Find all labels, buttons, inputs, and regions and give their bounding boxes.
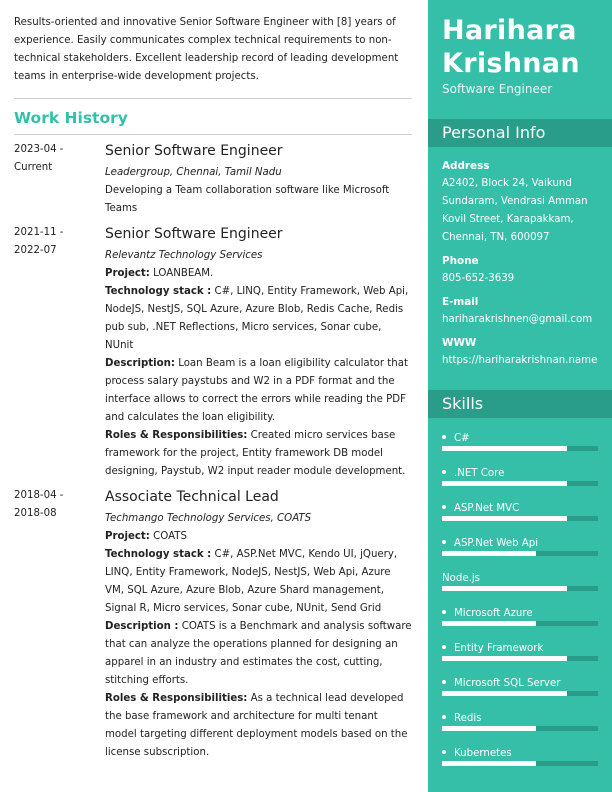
skill-label: ASP.Net MVC	[454, 503, 520, 514]
skill-level-fill	[442, 691, 567, 696]
job-detail-text: Created micro services base framework for the project, Entity framework DB model designing, Paystub, W2 input reader module development.	[105, 430, 406, 477]
bullet-icon	[442, 435, 446, 439]
skill-label: ASP.Net Web Api	[454, 538, 539, 549]
bullet-icon	[442, 680, 446, 684]
skill-label: Kubernetes	[454, 748, 512, 759]
skill-name	[442, 607, 602, 621]
last-name: Krishnan	[442, 48, 580, 79]
bullet-icon	[442, 645, 446, 649]
personal-info-heading: Personal Info	[442, 123, 546, 142]
skill-label: .NET Core	[454, 468, 505, 479]
phone-block	[442, 252, 607, 288]
job-detail-text: Loan Beam is a loan eligibility calculator that process salary paystubs and W2 in a PDF format and the interface allows to correct the errors while reading the PDF and calculates the loan eligibility.	[105, 358, 408, 423]
skill-item	[442, 432, 602, 467]
skill-level-fill	[442, 621, 536, 626]
candidate-role: Software Engineer	[442, 82, 553, 96]
skill-item	[442, 607, 602, 642]
skill-label: Microsoft Azure	[454, 608, 533, 619]
job-detail	[105, 427, 412, 481]
skill-name	[442, 677, 602, 691]
job-entry	[14, 224, 412, 481]
skill-name	[442, 467, 602, 481]
job-dates	[14, 487, 94, 523]
job-detail	[105, 528, 412, 546]
skill-name	[442, 537, 602, 551]
job-detail-label: Roles & Responsibilities:	[105, 693, 248, 704]
skill-level-fill	[442, 446, 567, 451]
skill-name	[442, 712, 602, 726]
professional-summary: Results-oriented and innovative Senior Software Engineer with [8] years of experience. Easily communicates complex technical requirements to non-technical stakeholders. Excellent leadership record of leading development teams in enterprise-wide development projects.	[14, 17, 399, 82]
job-date-end: Current	[14, 162, 53, 173]
job-date-end: 2022-07	[14, 245, 57, 256]
job-title: Senior Software Engineer	[105, 143, 283, 159]
skill-level-bar	[442, 621, 598, 626]
job-detail-label: Roles & Responsibilities:	[105, 430, 248, 441]
skill-level-fill	[442, 551, 536, 556]
job-detail	[105, 182, 412, 218]
divider	[14, 134, 412, 135]
email-value[interactable]: hariharakrishnen@gmail.com	[442, 314, 593, 325]
personal-info-band	[428, 119, 612, 147]
bullet-icon	[442, 610, 446, 614]
skill-label: Entity Framework	[454, 643, 544, 654]
skill-level-fill	[442, 761, 536, 766]
sidebar	[428, 0, 612, 792]
bullet-icon	[442, 715, 446, 719]
divider	[14, 98, 412, 99]
job-detail-text: C#, ASP.Net MVC, Kendo UI, jQuery, LINQ, Entity Framework, NodeJS, NestJS, Web Api, Azure VM, SQL Azure, Azure Blob, Azure Shard management, Signal R, Micro services, Sonar cube, NUnit, Send Grid	[105, 549, 398, 614]
skill-item	[442, 642, 602, 677]
job-detail	[105, 618, 412, 690]
job-detail-text: Developing a Team collaboration software like Microsoft Teams	[105, 185, 390, 214]
job-date-start: 2021-11 -	[14, 227, 64, 238]
job-entry	[14, 487, 412, 762]
skill-label: C#	[454, 433, 470, 444]
job-detail-label: Technology stack :	[105, 286, 212, 297]
skill-level-bar	[442, 656, 598, 661]
skill-level-fill	[442, 656, 567, 661]
skill-level-bar	[442, 691, 598, 696]
phone-label: Phone	[442, 255, 479, 267]
skill-item	[442, 712, 602, 747]
job-title: Senior Software Engineer	[105, 226, 283, 242]
skill-level-bar	[442, 446, 598, 451]
bullet-icon	[442, 470, 446, 474]
skill-level-fill	[442, 516, 567, 521]
www-label: WWW	[442, 337, 477, 349]
email-label: E-mail	[442, 296, 479, 308]
www-value[interactable]: https://hariharakrishnan.name	[442, 355, 598, 366]
job-title: Associate Technical Lead	[105, 489, 279, 505]
skill-label: Node.js	[442, 573, 480, 584]
job-company: Leadergroup, Chennai, Tamil Nadu	[105, 167, 282, 178]
address-block	[442, 157, 607, 247]
skill-level-bar	[442, 551, 598, 556]
job-company: Relevantz Technology Services	[105, 250, 263, 261]
bullet-icon	[442, 505, 446, 509]
skill-name	[442, 572, 602, 586]
work-history-heading: Work History	[14, 109, 128, 127]
bullet-icon	[442, 750, 446, 754]
job-detail-label: Project:	[105, 268, 150, 279]
job-detail-text: LOANBEAM.	[149, 268, 214, 279]
skill-level-fill	[442, 481, 567, 486]
job-detail	[105, 283, 412, 355]
skills-band	[428, 390, 612, 418]
job-dates	[14, 141, 94, 177]
skill-level-bar	[442, 481, 598, 486]
address-value: A2402, Block 24, Vaikund Sundaram, Vendrasi Amman Kovil Street, Karapakkam, Chennai, TN, 600097	[442, 178, 588, 243]
skill-name	[442, 642, 602, 656]
job-dates	[14, 224, 94, 260]
job-detail-label: Description :	[105, 621, 179, 632]
job-detail	[105, 690, 412, 762]
skills-heading: Skills	[442, 394, 484, 413]
skill-level-fill	[442, 586, 567, 591]
job-detail-text: As a technical lead developed the base framework and architecture for multi tenant model targeting different deployment models based on the license subscription.	[105, 693, 408, 758]
job-detail	[105, 265, 412, 283]
skill-level-bar	[442, 761, 598, 766]
job-detail-text: COATS is a Benchmark and analysis software that can analyze the operations planned for designing an apparel in an industry and estimates the cost, cutting, stitching efforts.	[105, 621, 412, 686]
skill-name	[442, 432, 602, 446]
skill-label: Redis	[454, 713, 482, 724]
job-detail	[105, 546, 412, 618]
skill-level-bar	[442, 516, 598, 521]
candidate-name	[442, 14, 580, 80]
skill-item	[442, 572, 602, 607]
bullet-icon	[442, 540, 446, 544]
skill-item	[442, 502, 602, 537]
skill-name	[442, 502, 602, 516]
job-detail-label: Description:	[105, 358, 175, 369]
skill-label: Microsoft SQL Server	[454, 678, 561, 689]
job-detail-text: COATS	[149, 531, 187, 542]
skill-level-fill	[442, 726, 536, 731]
skill-item	[442, 677, 602, 712]
job-entry	[14, 141, 412, 218]
phone-value: 805-652-3639	[442, 273, 515, 284]
job-detail-label: Project:	[105, 531, 150, 542]
www-block	[442, 334, 607, 370]
job-date-end: 2018-08	[14, 508, 57, 519]
skill-item	[442, 747, 602, 782]
skill-item	[442, 537, 602, 572]
job-date-start: 2018-04 -	[14, 490, 64, 501]
job-date-start: 2023-04 -	[14, 144, 64, 155]
skill-level-bar	[442, 726, 598, 731]
job-detail-label: Technology stack :	[105, 549, 212, 560]
job-detail	[105, 355, 412, 427]
job-detail-text: C#, LINQ, Entity Framework, Web Api, NodeJS, NestJS, SQL Azure, Azure Blob, Redis Cache, Redis pub sub, .NET Reflections, Micro services, Sonar cube, NUnit	[105, 286, 409, 351]
job-company: Techmango Technology Services, COATS	[105, 513, 312, 524]
job-list	[14, 141, 412, 762]
skill-item	[442, 467, 602, 502]
skill-level-bar	[442, 586, 598, 591]
skills-list	[442, 432, 602, 782]
first-name: Harihara	[442, 15, 577, 46]
skill-name	[442, 747, 602, 761]
email-block	[442, 293, 607, 329]
main-column	[14, 14, 412, 762]
address-label: Address	[442, 160, 490, 172]
